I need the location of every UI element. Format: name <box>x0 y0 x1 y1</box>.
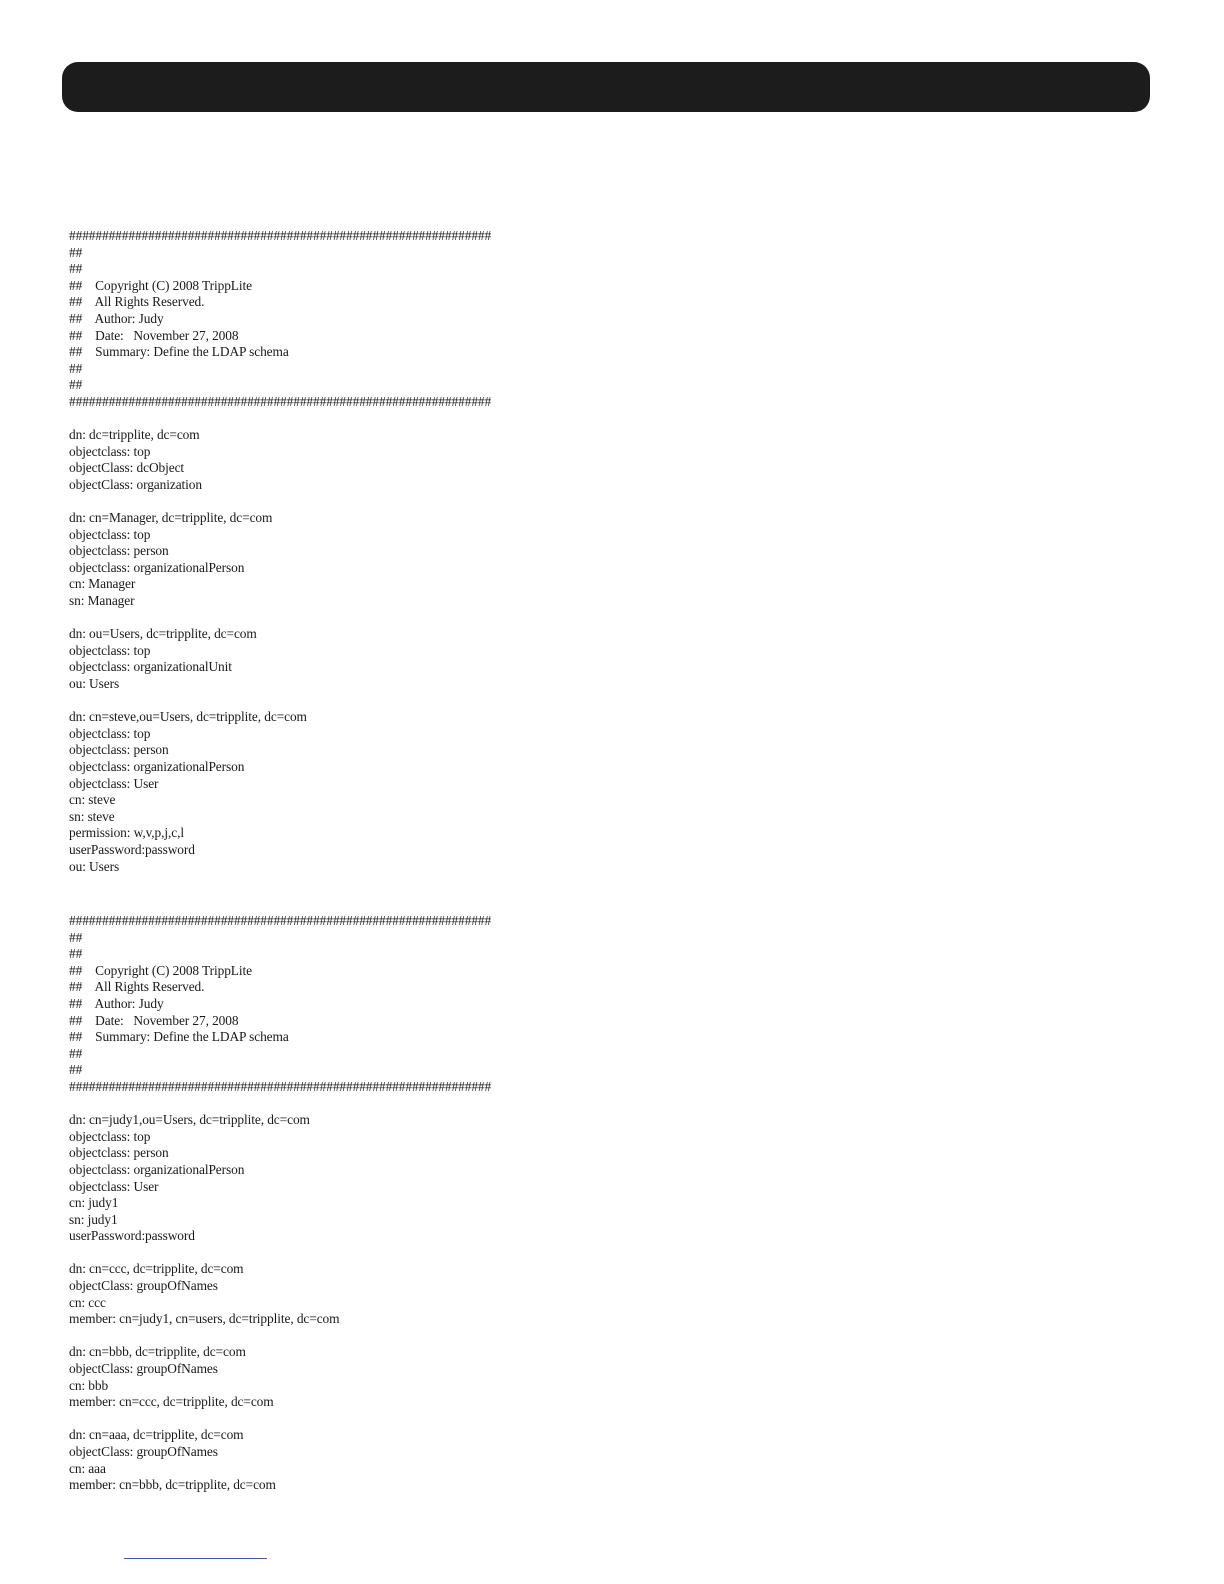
text-line: dn: cn=steve,ou=Users, dc=tripplite, dc=com <box>69 709 307 725</box>
text-line: objectclass: User <box>69 775 159 791</box>
text-line: ## <box>69 1062 83 1078</box>
ldif-block-2 <box>69 913 491 1494</box>
text-line: sn: judy1 <box>69 1211 118 1227</box>
blank-line <box>69 1245 491 1262</box>
text-line: ou: Users <box>69 858 120 874</box>
text-line: ## <box>69 946 83 962</box>
text-line: cn: steve <box>69 792 116 808</box>
blank-line <box>69 693 491 710</box>
text-line: ## Author: Judy <box>69 310 164 326</box>
text-line: cn: bbb <box>69 1377 109 1393</box>
text-line: ## Date: November 27, 2008 <box>69 1012 239 1028</box>
text-line: userPassword:password <box>69 1228 195 1244</box>
text-line: dn: cn=ccc, dc=tripplite, dc=com <box>69 1261 244 1277</box>
text-line: ################################################################ <box>69 1078 492 1094</box>
text-line: ## Copyright (C) 2008 TrippLite <box>69 277 252 293</box>
text-line: ## <box>69 1045 83 1061</box>
text-line: dn: dc=tripplite, dc=com <box>69 427 200 443</box>
text-line: ## Author: Judy <box>69 995 164 1011</box>
text-line: userPassword:password <box>69 841 195 857</box>
text-line: ## <box>69 360 83 376</box>
footer-link-rule <box>124 1558 267 1559</box>
text-line: ## Summary: Define the LDAP schema <box>69 1029 289 1045</box>
text-line: cn: ccc <box>69 1294 106 1310</box>
text-line: objectClass: groupOfNames <box>69 1278 218 1294</box>
header-bar <box>62 62 1150 112</box>
text-line: objectclass: top <box>69 443 151 459</box>
text-line: ## All Rights Reserved. <box>69 294 205 310</box>
text-line: ################################################################ <box>69 228 492 243</box>
text-line: objectClass: groupOfNames <box>69 1361 218 1377</box>
text-line: objectclass: User <box>69 1178 159 1194</box>
text-line: ## <box>69 929 83 945</box>
text-line: dn: cn=bbb, dc=tripplite, dc=com <box>69 1344 246 1360</box>
text-line: objectclass: person <box>69 543 169 559</box>
text-line: objectclass: top <box>69 526 151 542</box>
text-line: ou: Users <box>69 676 120 692</box>
text-line: ## All Rights Reserved. <box>69 979 205 995</box>
text-line: objectclass: organizationalPerson <box>69 1161 245 1177</box>
text-line: cn: Manager <box>69 576 136 592</box>
text-line: ## <box>69 244 83 260</box>
text-line: objectclass: top <box>69 1128 151 1144</box>
text-line: objectclass: person <box>69 1145 169 1161</box>
text-line: member: cn=judy1, cn=users, dc=tripplite, dc=com <box>69 1311 340 1327</box>
text-line: ################################################################ <box>69 393 492 409</box>
text-line: ## Date: November 27, 2008 <box>69 327 239 343</box>
text-line: objectclass: organizationalPerson <box>69 559 245 575</box>
text-line: ## Copyright (C) 2008 TrippLite <box>69 962 252 978</box>
text-line: ################################################################ <box>69 913 492 928</box>
blank-line <box>69 1096 491 1113</box>
blank-line <box>69 411 491 428</box>
text-line: objectclass: top <box>69 642 151 658</box>
text-line: objectclass: person <box>69 742 169 758</box>
text-line: dn: cn=Manager, dc=tripplite, dc=com <box>69 510 273 526</box>
text-line: ## Summary: Define the LDAP schema <box>69 344 289 360</box>
blank-line <box>69 1328 491 1345</box>
text-line: dn: ou=Users, dc=tripplite, dc=com <box>69 626 257 642</box>
text-line: objectclass: organizationalUnit <box>69 659 232 675</box>
blank-line <box>69 494 491 511</box>
text-line: dn: cn=judy1,ou=Users, dc=tripplite, dc=com <box>69 1112 310 1128</box>
text-line: permission: w,v,p,j,c,l <box>69 825 184 841</box>
blank-line <box>69 1411 491 1428</box>
text-line: dn: cn=aaa, dc=tripplite, dc=com <box>69 1427 244 1443</box>
text-line: ## <box>69 261 83 277</box>
ldif-block-1 <box>69 228 491 875</box>
text-line: cn: aaa <box>69 1460 106 1476</box>
text-line: sn: Manager <box>69 593 135 609</box>
text-line: objectClass: dcObject <box>69 460 185 476</box>
text-line: objectclass: top <box>69 725 151 741</box>
text-line: objectclass: organizationalPerson <box>69 759 245 774</box>
text-line: sn: steve <box>69 808 115 824</box>
blank-line <box>69 610 491 627</box>
text-line: member: cn=ccc, dc=tripplite, dc=com <box>69 1394 274 1410</box>
text-line: objectClass: organization <box>69 476 202 492</box>
text-line: member: cn=bbb, dc=tripplite, dc=com <box>69 1477 276 1493</box>
text-line: objectClass: groupOfNames <box>69 1444 218 1459</box>
text-line: cn: judy1 <box>69 1195 119 1211</box>
text-line: ## <box>69 377 83 393</box>
